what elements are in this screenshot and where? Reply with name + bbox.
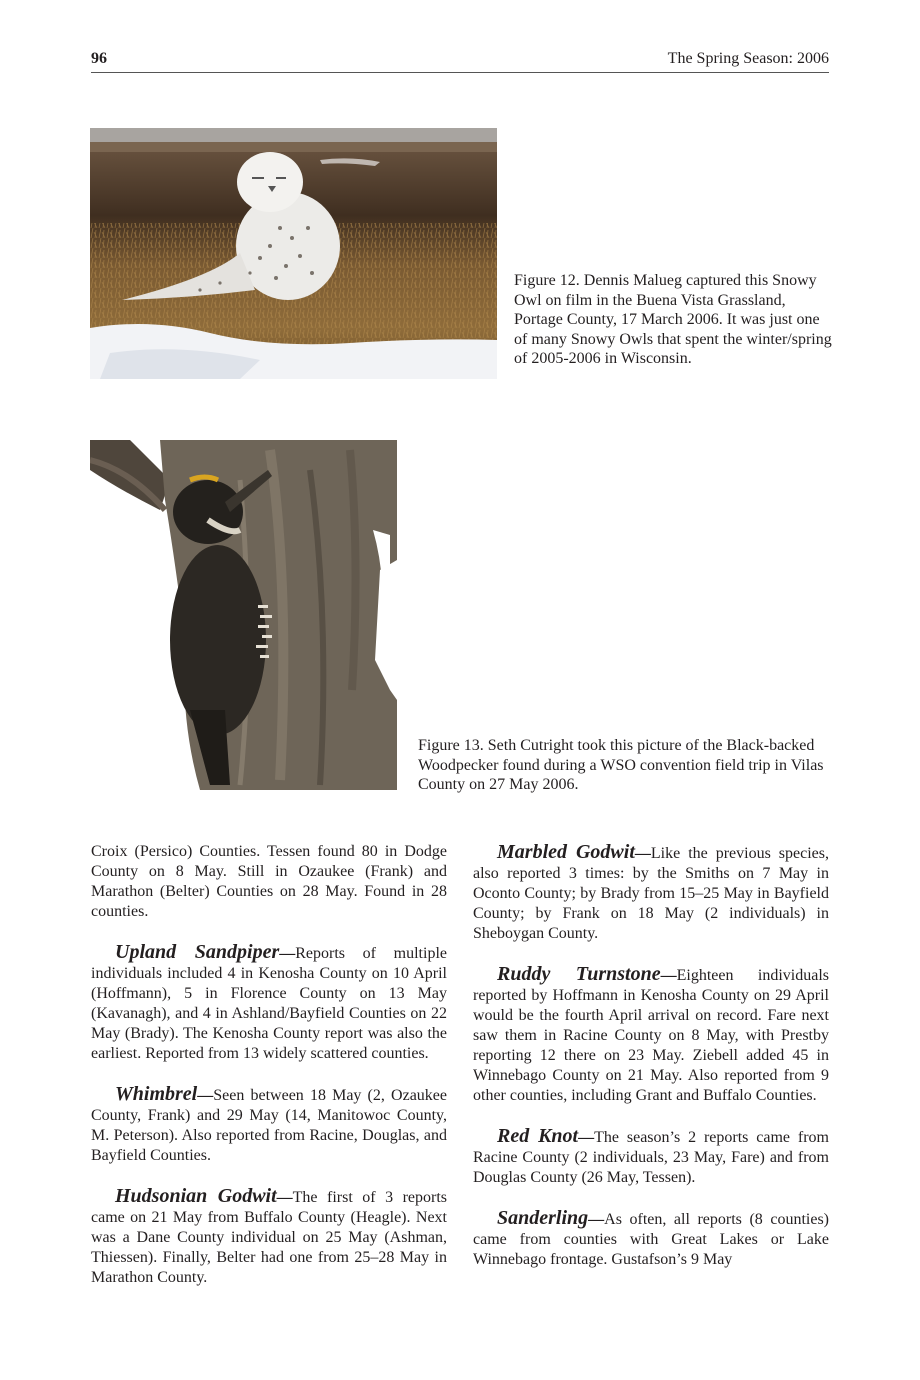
species-text: Like the previous species, also reported 3 times: by the Smiths on 7 May in Oconto County; by Brady from 15–25 May in Bayfield County; by Frank on 18 May (2 individuals) in Sheboygan County. [473, 845, 830, 942]
species-name: Red Knot [497, 1125, 579, 1147]
species-text: The first of 3 reports came on 21 May from Buffalo County (Heagle). Next was a Dane County individual on 25 May (Ashman, Thiessen). Finally, Belter had one from 25–28 May in Marathon County. [91, 1189, 447, 1286]
right-text-column [473, 842, 829, 1290]
species-entry [91, 1186, 447, 1288]
species-entry [473, 1208, 829, 1270]
continued-paragraph [91, 842, 447, 922]
em-dash: — [276, 1189, 293, 1206]
em-dash: — [588, 1211, 605, 1228]
figure-13-caption: Figure 13. Seth Cutright took this picture of the Black-backed Woodpecker found during a WSO convention field trip in Vilas County on 27 May 2006. [418, 737, 824, 793]
species-text: Seen between 18 May (2, Ozaukee County, Frank) and 29 May (14, Manitowoc County, M. Peterson). Also reported from Racine, Douglas, and Bayfield Counties. [91, 1087, 447, 1164]
species-entry [473, 964, 829, 1106]
em-dash: — [660, 967, 677, 984]
left-text-column [91, 842, 447, 1308]
snowy-owl-photo [90, 128, 497, 379]
species-name: Marbled Godwit [497, 841, 635, 863]
em-dash: — [578, 1129, 595, 1146]
species-text: Reports of multiple individuals included 4 in Kenosha County on 10 April (Hoffmann), 5 in Florence County on 13 May (Kavanagh), and 4 in Ashland/Bayfield Counties on 22 May (Brady). The Kenosha County report was also the earliest. Reported from 13 widely scattered counties. [91, 945, 447, 1062]
page-number: 96 [91, 50, 107, 67]
running-header [91, 50, 829, 73]
species-name: Ruddy Turnstone [497, 963, 661, 985]
em-dash: — [634, 845, 651, 862]
species-entry [91, 1084, 447, 1166]
species-name: Upland Sandpiper [115, 941, 280, 963]
species-entry [473, 842, 829, 944]
species-text: The season’s 2 reports came from Racine County (2 individuals, 23 May, Fare) and from Douglas County (26 May, Tessen). [473, 1129, 829, 1186]
em-dash: — [197, 1087, 214, 1104]
running-title: The Spring Season: 2006 [667, 50, 829, 67]
species-text: As often, all reports (8 counties) came from counties with Great Lakes or Lake Winnebago frontage. Gustafson’s 9 May [473, 1211, 829, 1268]
species-name: Hudsonian Godwit [115, 1185, 277, 1207]
species-name: Whimbrel [115, 1083, 198, 1105]
species-entry [91, 942, 447, 1064]
species-text: Eighteen individuals reported by Hoffmann in Kenosha County on 29 April would be the fourth April arrival on record. Fare next saw them in Racine County on 8 May, with Prestby reporting 12 there on 23 May. Ziebell added 45 in Winnebago County on 21 May. Also reported from 9 other counties, including Grant and Buffalo Counties. [473, 967, 829, 1104]
paragraph-text: Croix (Persico) Counties. Tessen found 80 in Dodge County on 8 May. Still in Ozaukee (Frank) and Marathon (Belter) Counties on 28 May. Found in 28 counties. [91, 843, 447, 920]
figure-12-caption: Figure 12. Dennis Malueg captured this Snowy Owl on film in the Buena Vista Grassland, Portage County, 17 March 2006. It was just one of many Snowy Owls that spent the winter/spring of 2005-2006 in Wisconsin. [514, 272, 832, 367]
species-name: Sanderling [497, 1207, 589, 1229]
species-entry [473, 1126, 829, 1188]
woodpecker-photo [90, 440, 397, 790]
em-dash: — [279, 945, 296, 962]
